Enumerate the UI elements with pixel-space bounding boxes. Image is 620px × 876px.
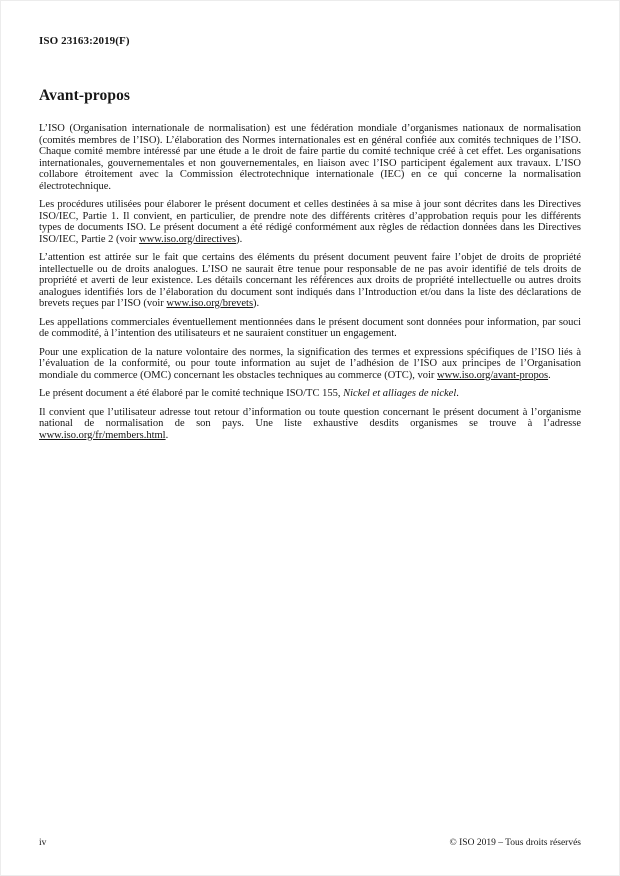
- text-run: L’ISO (Organisation internationale de normalisation) est une fédération mondiale d’organismes nationaux de normalisation (comités membres de l’ISO). L’élaboration des Normes internationales est en général confiée aux comités techniques de l’ISO. Chaque comité membre intéressé par une étude a le droit de faire partie du comité technique créé à cet effet. Les organisations internationales, gouvernementales et non gouvernementales, en liaison avec l’ISO participent également aux travaux. L’ISO collabore étroitement avec la Commission électrotechnique internationale (IEC) en ce qui concerne la normalisation électrotechnique.: [39, 123, 581, 192]
- text-run: Il convient que l’utilisateur adresse tout retour d’information ou toute question concernant le présent document à l’organisme national de normalisation de son pays. Une liste exhaustive desdits organismes se trouve à l’adresse: [39, 406, 581, 429]
- hyperlink[interactable]: www.iso.org/brevets: [166, 298, 254, 309]
- copyright-notice: © ISO 2019 – Tous droits réservés: [449, 838, 581, 848]
- paragraph: [39, 317, 581, 340]
- text-run: .: [456, 388, 459, 399]
- paragraph: [39, 123, 581, 192]
- hyperlink[interactable]: www.iso.org/directives: [139, 233, 237, 245]
- paragraph: [39, 347, 581, 382]
- text-run: Les appellations commerciales éventuellement mentionnées dans le présent document sont données pour information, par souci de commodité, à l’intention des utilisateurs et ne sauraient constituer un engagement.: [39, 316, 581, 339]
- document-body: [39, 123, 581, 441]
- text-run: .: [165, 429, 169, 441]
- italic-text: Nickel et alliages de nickel: [343, 388, 457, 399]
- foreword-title: Avant-propos: [39, 87, 131, 104]
- paragraph: [39, 407, 581, 442]
- text-run: L’attention est attirée sur le fait que certains des éléments du présent document peuvent faire l’objet de droits de propriété intellectuelle ou de droits analogues. L’ISO ne saurait être tenue pour responsable de ne pas avoir identifié de tels droits de propriété et averti de leur existence. Les détails concernant les références aux droits de propriété intellectuelle ou autres droits analogues identifiés lors de l’élaboration du document sont indiqués dans l’Introduction et/ou dans la liste des déclarations de brevets reçues par l’ISO (voir: [39, 252, 581, 309]
- hyperlink[interactable]: www.iso.org/fr/members.html: [39, 429, 166, 441]
- document-footer: [39, 838, 581, 848]
- hyperlink[interactable]: www.iso.org/avant-propos: [437, 369, 549, 381]
- text-run: ).: [253, 298, 260, 309]
- text-run: ).: [236, 233, 243, 245]
- text-run: Pour une explication de la nature volontaire des normes, la signification des termes et expressions spécifiques de l’ISO liés à l’évaluation de la conformité, ou pour toute information au sujet de l’adhésion de l’ISO aux principes de l’Organisation mondiale du commerce (OMC) concernant les obstacles techniques au commerce (OTC), voir: [39, 346, 581, 381]
- document-reference: ISO 23163:2019(F): [39, 35, 130, 47]
- text-run: Le présent document a été élaboré par le comité technique ISO/TC 155,: [39, 388, 344, 399]
- text-run: .: [548, 369, 551, 381]
- paragraph: [39, 252, 581, 310]
- paragraph: [39, 199, 581, 245]
- text-run: Les procédures utilisées pour élaborer le présent document et celles destinées à sa mise à jour sont décrites dans les Directives ISO/IEC, Partie 1. Il convient, en particulier, de prendre note des différents critères d’approbation requis pour les différents types de documents ISO. Le présent document a été rédigé conformément aux règles de rédaction données dans les Directives ISO/IEC, Partie 2 (voir: [39, 199, 581, 245]
- page-number: iv: [39, 838, 47, 848]
- paragraph: [39, 388, 581, 400]
